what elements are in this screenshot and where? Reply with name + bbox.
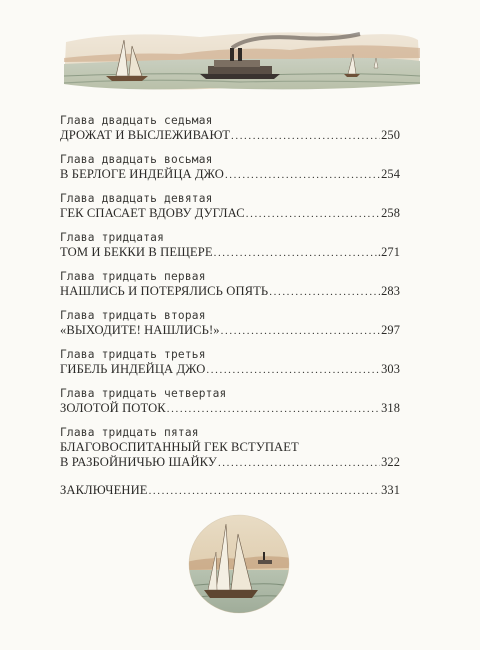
page-number: 303: [381, 362, 400, 376]
chapter-title-line[interactable]: [60, 128, 400, 144]
chapter-title-line[interactable]: [60, 323, 400, 339]
leader-dots: [231, 129, 380, 144]
chapter-title: В РАЗБОЙНИЧЬЮ ШАЙКУ: [60, 455, 217, 469]
chapter-label: Глава тридцать пятая: [60, 426, 199, 439]
chapter-title-line[interactable]: [60, 455, 400, 471]
conclusion-title: ЗАКЛЮЧЕНИЕ: [60, 483, 148, 497]
chapter-title-line[interactable]: [60, 167, 400, 183]
page-number: .271: [377, 245, 400, 259]
chapter-title: ДРОЖАТ И ВЫСЛЕЖИВАЮТ: [60, 128, 230, 142]
chapter-title: ГИБЕЛЬ ИНДЕЙЦА ДЖО: [60, 362, 206, 376]
conclusion-title-line[interactable]: [60, 483, 400, 499]
toc-entry: [60, 114, 400, 144]
chapter-title: ТОМ И БЕККИ В ПЕЩЕРЕ: [60, 245, 213, 259]
toc-entry-conclusion: [60, 483, 400, 499]
leader-dots: [218, 456, 380, 471]
page-number: 254: [381, 167, 400, 181]
page-number: 331: [381, 483, 400, 497]
river-steamboat-illustration: [60, 28, 422, 98]
page-number: 322: [381, 455, 400, 469]
table-of-contents: [60, 114, 400, 508]
chapter-label: Глава тридцать вторая: [60, 309, 206, 322]
toc-entry: [60, 348, 400, 378]
toc-entry: [60, 231, 400, 261]
chapter-label: Глава двадцать восьмая: [60, 153, 213, 166]
chapter-title: «ВЫХОДИТЕ! НАШЛИСЬ!»: [60, 323, 220, 337]
page-number: 250: [381, 128, 400, 142]
toc-entry: [60, 192, 400, 222]
toc-entry: [60, 270, 400, 300]
chapter-title-line[interactable]: [60, 284, 400, 300]
page-number: 318: [381, 401, 400, 415]
leader-dots: [221, 324, 380, 339]
leader-dots: [149, 484, 381, 499]
chapter-title-first-line[interactable]: БЛАГОВОСПИТАННЫЙ ГЕК ВСТУПАЕТ: [60, 440, 299, 454]
sailboat-vignette-illustration: [186, 512, 292, 616]
chapter-title-line[interactable]: [60, 401, 400, 417]
page-number: 297: [381, 323, 400, 337]
chapter-title: ГЕК СПАСАЕТ ВДОВУ ДУГЛАС: [60, 206, 245, 220]
chapter-label: Глава тридцать четвертая: [60, 387, 227, 400]
chapter-label: Глава двадцать седьмая: [60, 114, 213, 127]
chapter-label: Глава двадцать девятая: [60, 192, 213, 205]
chapter-title-line[interactable]: [60, 245, 400, 261]
leader-dots: [225, 168, 380, 183]
page-number: 283: [381, 284, 400, 298]
toc-entry: [60, 387, 400, 417]
chapter-title: ЗОЛОТОЙ ПОТОК: [60, 401, 166, 415]
chapter-title: НАШЛИСЬ И ПОТЕРЯЛИСЬ ОПЯТЬ: [60, 284, 269, 298]
chapter-title-line[interactable]: [60, 206, 400, 222]
chapter-label: Глава тридцатая: [60, 231, 165, 244]
leader-dots: [167, 402, 380, 417]
leader-dots: [246, 207, 380, 222]
toc-entry: [60, 153, 400, 183]
chapter-title-line[interactable]: [60, 362, 400, 378]
leader-dots: [214, 246, 377, 261]
chapter-title: В БЕРЛОГЕ ИНДЕЙЦА ДЖО: [60, 167, 224, 181]
page-number: 258: [381, 206, 400, 220]
toc-entry: [60, 426, 400, 471]
leader-dots: [206, 363, 380, 378]
toc-entry: [60, 309, 400, 339]
leader-dots: [269, 285, 380, 300]
chapter-label: Глава тридцать третья: [60, 348, 206, 361]
chapter-label: Глава тридцать первая: [60, 270, 206, 283]
